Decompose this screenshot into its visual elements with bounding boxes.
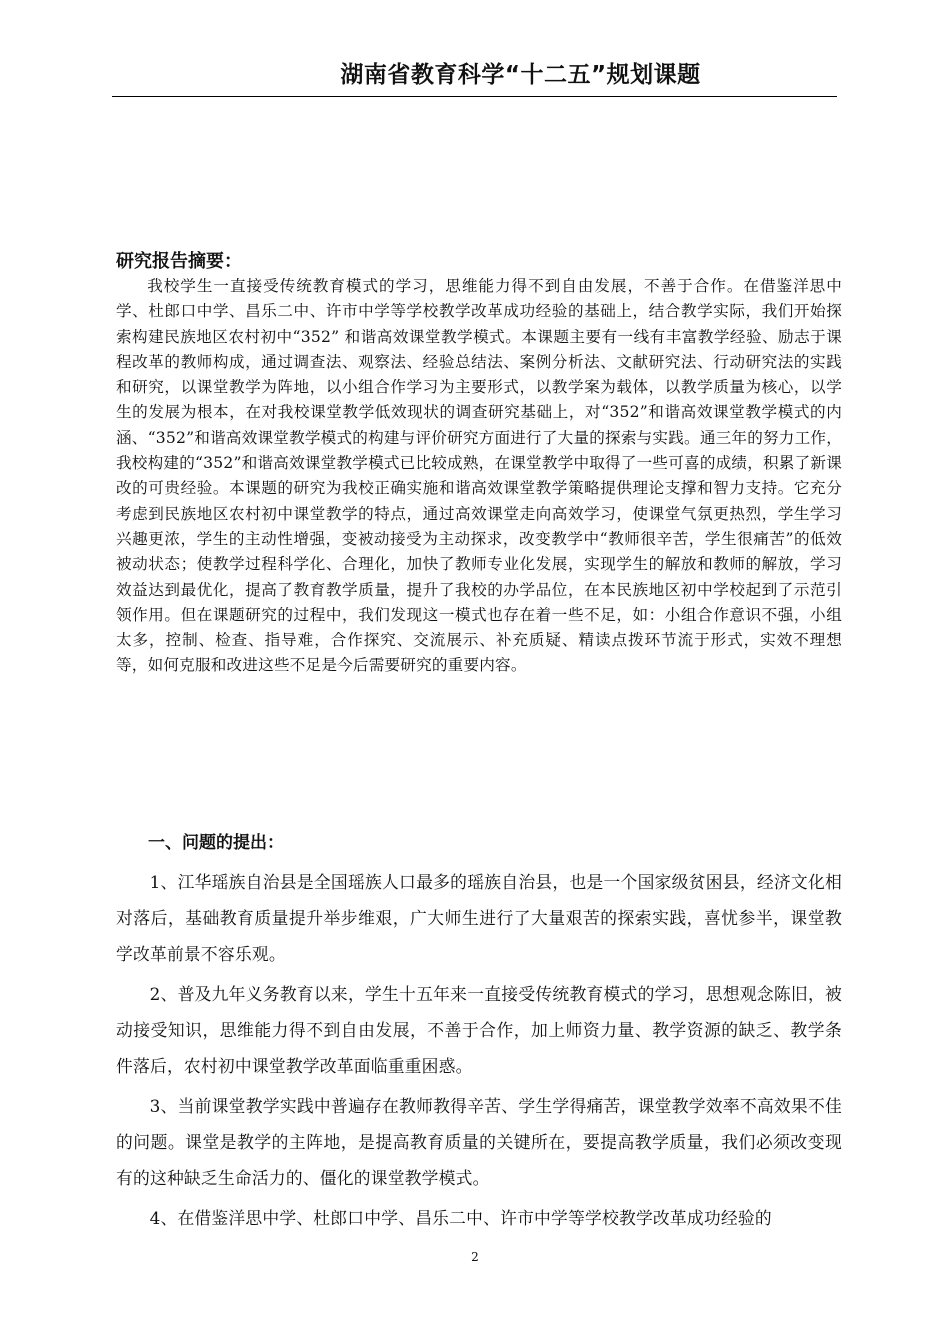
document-title: 湖南省教育科学“十二五”规划课题 [340,62,701,88]
page-header [112,60,837,97]
section-heading: 一、问题的提出： [148,833,284,853]
paragraph-3: 3、当前课堂教学实践中普遍存在教师教得辛苦、学生学得痛苦，课堂教学效率不高效果不佳的问题。课堂是教学的主阵地，是提高教育质量的关键所在，要提高教学质量，我们必须改变现有的这种缺乏生命活力的、僵化的课堂教学模式。 [116,1096,842,1188]
paragraph-4: 4、在借鉴洋思中学、杜郎口中学、昌乐二中、许市中学等学校教学改革成功经验的 [149,1208,772,1228]
paragraph-2: 2、普及九年义务教育以来，学生十五年来一直接受传统教育模式的学习，思想观念陈旧，被动接受知识，思维能力得不到自由发展，不善于合作，加上师资力量、教学资源的缺乏、教学条件落后，农村初中课堂教学改革面临重重困惑。 [116,984,842,1076]
page-number: 2 [471,1250,479,1264]
paragraph-1: 1、江华瑶族自治县是全国瑶族人口最多的瑶族自治县，也是一个国家级贫困县，经济文化相对落后，基础教育质量提升举步维艰，广大师生进行了大量艰苦的探索实践，喜忧参半，课堂教学改革前景不容乐观。 [116,872,842,964]
abstract-text: 我校学生一直接受传统教育模式的学习，思维能力得不到自由发展，不善于合作。在借鉴洋思中学、杜郎口中学、昌乐二中、许市中学等学校教学改革成功经验的基础上，结合教学实际，我们开始探索构建民族地区农村初中“352” 和谐高效课堂教学模式。本课题主要有一线有丰富教学经验、励志于课程改革的教师构成，通过调查法、观察法、经验总结法、案例分析法、文献研究法、行动研究法的实践和研究，以课堂教学为阵地，以小组合作学习为主要形式，以教学案为载体，以教学质量为核心，以学生的发展为根本，在对我校课堂教学低效现状的调查研究基础上，对“352”和谐高效课堂教学模式的内涵、“352”和谐高效课堂教学模式的构建与评价研究方面进行了大量的探索与实践。通三年的努力工作，我校构建的“352”和谐高效课堂教学模式已比较成熟，在课堂教学中取得了一些可喜的成绩，积累了新课改的可贵经验。本课题的研究为我校正确实施和谐高效课堂教学策略提供理论支撑和智力支持。它充分考虑到民族地区农村初中课堂教学的特点，通过高效课堂走向高效学习，使课堂气氛更热烈，学生学习兴趣更浓，学生的主动性增强，变被动接受为主动探求，改变教学中“教师很辛苦，学生很痛苦”的低效被动状态；使教学过程科学化、合理化，加快了教师专业化发展，实现学生的解放和教师的解放，学习效益达到最优化，提高了教育教学质量，提升了我校的办学品位，在本民族地区初中学校起到了示范引领作用。但在课题研究的过程中，我们发现这一模式也存在着一些不足，如：小组合作意识不强，小组太多，控制、检查、指导难，合作探究、交流展示、补充质疑、精读点拨环节流于形式，实效不理想等，如何克服和改进这些不足是今后需要研究的重要内容。 [116,277,842,675]
abstract-heading: 研究报告摘要： [116,251,242,272]
abstract-section [116,250,842,679]
section-problem-statement [116,832,842,1240]
